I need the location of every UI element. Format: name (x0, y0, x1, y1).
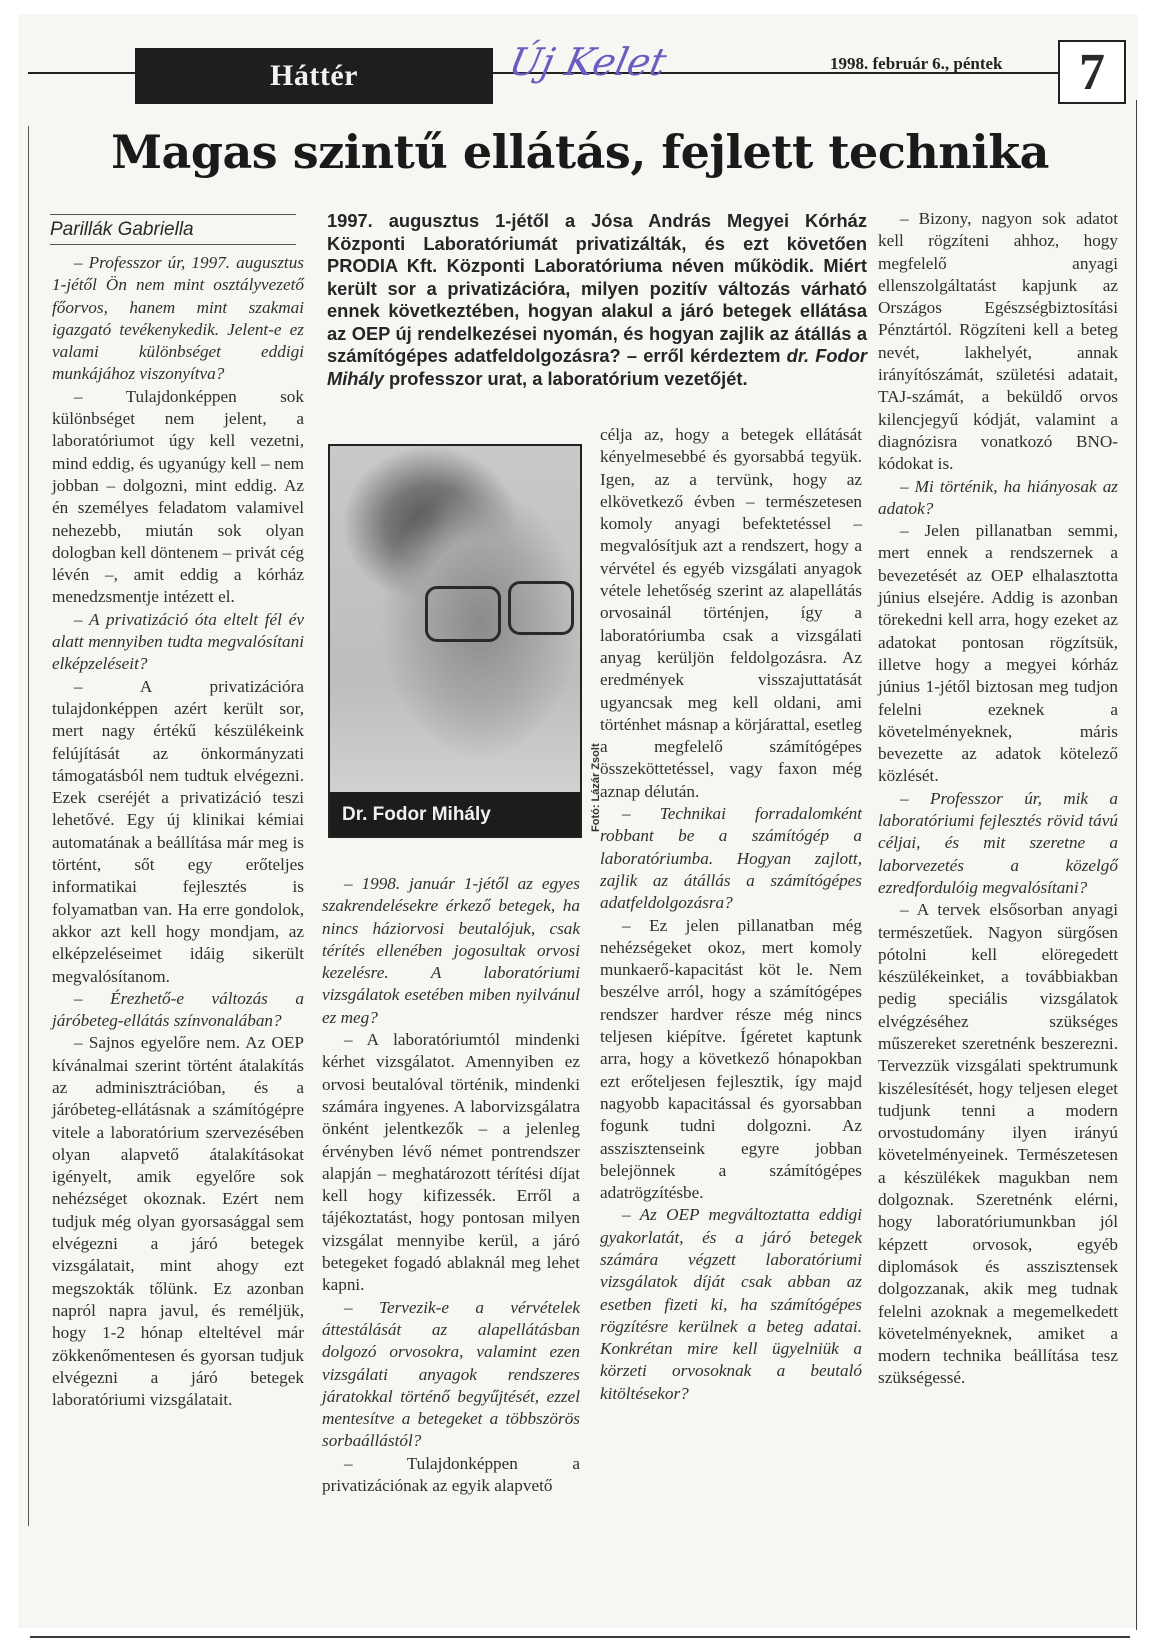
photo-glasses-right (508, 581, 574, 635)
photo-glasses-left (425, 586, 501, 642)
article-column-1 (52, 252, 304, 1411)
lead-text: 1997. augusztus 1-jétől a Jósa András Megyei Kórház Központi Laboratóriumát privatizálták, és ezt követően PRODIA Kft. Központi Laboratóriuma néven működik. Miért került sor a privatizációra, milyen pozitív változás várható ennek következtében, hogyan alakul a járó betegek ellátása az OEP új rendelkezései nyomán, és hogyan zajlik az átállás a számítógépes adatfeldolgozásra? – erről kérdeztem (327, 210, 867, 366)
interview-question: – A privatizáció óta eltelt fél év alatt mennyiben tudta megvalósítani elképzeléseit? (52, 609, 304, 674)
byline-rule-top (50, 214, 296, 215)
photo-credit: Fotó: Lázár Zsolt (590, 743, 602, 832)
headline: Magas szintű ellátás, fejlett technika (111, 125, 1049, 179)
lead-text-end: professzor urat, a laboratórium vezetőjét. (383, 367, 748, 389)
column-border-left (28, 126, 29, 1526)
interview-question: – Technikai forradalomként robbant be a számítógép a laboratóriumba. Hogyan zajlott, zajlik az átállás a számítógépes adatfeldolgozásra? (600, 804, 862, 913)
interview-question: – Tervezik-e a vérvételek áttestálását az alapellátásban dolgozó orvosokra, valamint ezen vizsgálati anyagok rendszeres járatokkal történő begyűjtését, ezzel mentesítve a betegeket a többszörös sorbaállástól? (322, 1297, 580, 1451)
article-column-4 (878, 208, 1118, 1390)
interview-question: – Mi történik, ha hiányosak az adatok? (878, 476, 1118, 518)
interview-answer: célja az, hogy a betegek ellátását kényelmesebbé és gyorsabbá tegyük. Igen, az a tervünk, hogy az elkövetkező évben – természetesen komoly anyagi befektetéssel – megvalósítjuk azt a rendszert, hogy a vérvétel és egyéb vizsgálati anyagok vétele lehetőség szerint az alapellátás orvosainál történjen, így a laboratóriumba csak a vizsgálati anyag kerüljön feldolgozásra. Az eredmények visszajuttatását ugyancsak meg kell oldani, ami történhet másnap a körjárattal, esetleg a megfelelő számítógépes összeköttetéssel, vagy faxon még aznap délután. (600, 425, 862, 801)
byline-rule-bottom (50, 244, 296, 245)
lead-interviewee: dr. Fodor Mihály (327, 345, 867, 389)
interview-question: – Az OEP megváltoztatta eddigi gyakorlatát, és a járó betegek számára végzett laboratóriumi vizsgálatok díját csak abban az esetben fizeti ki, ha számítógépes rögzítésre kerülnek a beteg adatai. Konkrétan mire kell ügyelniük a körzeti orvosoknak a beutaló kitöltésekor? (600, 1205, 862, 1403)
interview-question: – Professzor úr, mik a laboratóriumi fejlesztés rövid távú céljai, és mit szeretne a laborvezetés a közelgő ezredfordulóig megvalósítani? (878, 788, 1118, 897)
page-number: 7 (1058, 40, 1126, 104)
interview-answer: – Bizony, nagyon sok adatot kell rögzíteni ahhoz, hogy megfelelő anyagi ellenszolgáltatást kapjunk az Országos Egészségbiztosítási Pénztártól. Rögzíteni kell a beteg nevét, lakhelyét, annak irányítószámát, születési adatait, TAJ-számát, a beküldő orvos kilencjegyű kódját, valamint a diagnózisra vonatkozó BNO-kódokat is. (878, 209, 1118, 474)
interview-answer: – Tulajdonképpen a privatizációnak az egyik alapvető (322, 1453, 580, 1496)
interview-question: – Érezhető-e változás a járóbeteg-ellátás színvonalában? (52, 988, 304, 1031)
interview-question: – Professzor úr, 1997. augusztus 1-jétől Ön nem mint osztályvezető főorvos, hanem mint szakmai igazgató tevékenykedik. Jelent-e ez valami különbséget eddigi munkájához viszonyítva? (52, 253, 304, 384)
section-label: Háttér (135, 48, 493, 104)
article-column-2 (322, 873, 580, 1497)
portrait-photo (328, 444, 582, 838)
interview-answer: – Sajnos egyelőre nem. Az OEP kívánalmai szerint történt átalakítás az adminisztrációban, és a járóbeteg-ellátásnak a számítógépre vitele a laboratórium szervezésében olyan alapvető átalakításokat igényelt, amik egyelőre sok nehézséget okoznak. Ezért nem tudjuk még olyan gyorsasággal sem elvégezni a járó betegek vizsgálatait, mint ahogy ezt megszokták tőlünk. Ez azonban napról napra javul, és reméljük, hogy 1-2 hónap elteltével már zökkenőmentesen és gyorsan tudjuk elvégezni a járó betegek laboratóriumi vizsgálatait. (52, 1033, 304, 1410)
interview-answer: – A tervek elsősorban anyagi természetűek. Nagyon sürgősen pótolni kell elöregedett készülékeinket, a továbbiakban pedig speciális vizsgálatok elvégzéséhez szükséges műszereket szeretnénk beszerezni. Tervezzük vizsgálati spektrumunk kiszélesítését, hogy teljesen eleget tudjunk tenni a modern orvostudomány ilyen irányú követelményeinek. Természetesen a készülékek magukban nem dolgoznak. Szeretnénk elérni, hogy laboratóriumunkban jól képzett orvosok, egyéb diplomások és asszisztensek dolgozzanak, akik meg tudnak felelni azoknak a megemelkedett követelményeknek, amiket a modern technika beállítása tesz szükségessé. (878, 900, 1118, 1388)
article-lead (327, 210, 867, 390)
interview-question: – 1998. január 1-jétől az egyes szakrendelésekre érkező betegek, ha nincs háziorvosi beutalójuk, csak térítés ellenében jogosultak orvosi kezelésre. A laboratóriumi vizsgálatok esetében miben nyilvánul ez meg? (322, 874, 580, 1027)
article-column-3 (600, 424, 862, 1405)
interview-answer: – A privatizációra tulajdonképpen azért került sor, mert nagy értékű készülékeink felújítását az önkormányzati támogatásból nem tudtuk elvégezni. Ezek cseréjét a privatizáció teszi lehetővé. Egy új klinikai kémiai automatának a beállítása már meg is történt, sőt egy erőteljes informatikai fejlesztés is folyamatban van. Ha erre gondolok, akkor azt kell hogy mondjam, az elképzeléseimet idáig sikerült megvalósítanom. (52, 676, 304, 986)
column-border-right (1136, 100, 1137, 1630)
interview-answer: – Tulajdonképpen sok különbséget nem jelent, a laboratóriumot úgy kell vezetni, mind eddig, és ugyanúgy kell – nem jobban – dolgozni, mint eddig. Az én személyes feladatom valamivel nehezebb, miután sok olyan dologban kell döntenem – privát cég lévén –, amit eddig a kórház menedzsmentje intézett el. (52, 386, 304, 607)
photo-caption: Dr. Fodor Mihály (342, 804, 491, 825)
handwritten-note: Új Kelet (505, 40, 671, 84)
byline: Parillák Gabriella (50, 219, 194, 240)
interview-answer: – Ez jelen pillanatban még nehézségeket okoz, mert komoly munkaerő-kapacitást köt le. Nem beszélve arról, hogy a számítógépes rendszer hardver része még nincs teljesen kiépítve. Ígéretet kaptunk arra, hogy a következő hónapokban ezt erőteljesen fejlesztik, így majd nagyobb kapacitással és gyorsabban fogunk tudni dolgozni. Az asszisztenseink egyre jobban belejönnek a számítógépes adatrögzítésbe. (600, 915, 862, 1203)
interview-answer: – A laboratóriumtól mindenki kérhet vizsgálatot. Amennyiben ez orvosi beutalóval történik, mindenki számára ingyenes. A laborvizsgálatra önként jelentkezők – a jelenleg érvényben lévő német pontrendszer alapján – meghatározott térítési díjat kell hogy kifizessék. Erről a tájékoztatást, hogy pontosan milyen vizsgálat mennyibe kerül, a járó betegeket fogadó ablaknál meg lehet kapni. (322, 1030, 580, 1295)
bottom-tear-edge (30, 1636, 1130, 1638)
issue-date: 1998. február 6., péntek (830, 54, 1003, 73)
interview-answer: – Jelen pillanatban semmi, mert ennek a rendszernek a bevezetését az OEP elhalasztotta június elsejére. Addig is azonban törekedni kell arra, hogy ezeket az adatokat pontosan rögzítsük, illetve hogy a megyei kórház június 1-jétől biztosan meg tudjon felelni ezeknek a követelményeknek, máris bevezette az adatok kötelező közlését. (878, 521, 1118, 786)
